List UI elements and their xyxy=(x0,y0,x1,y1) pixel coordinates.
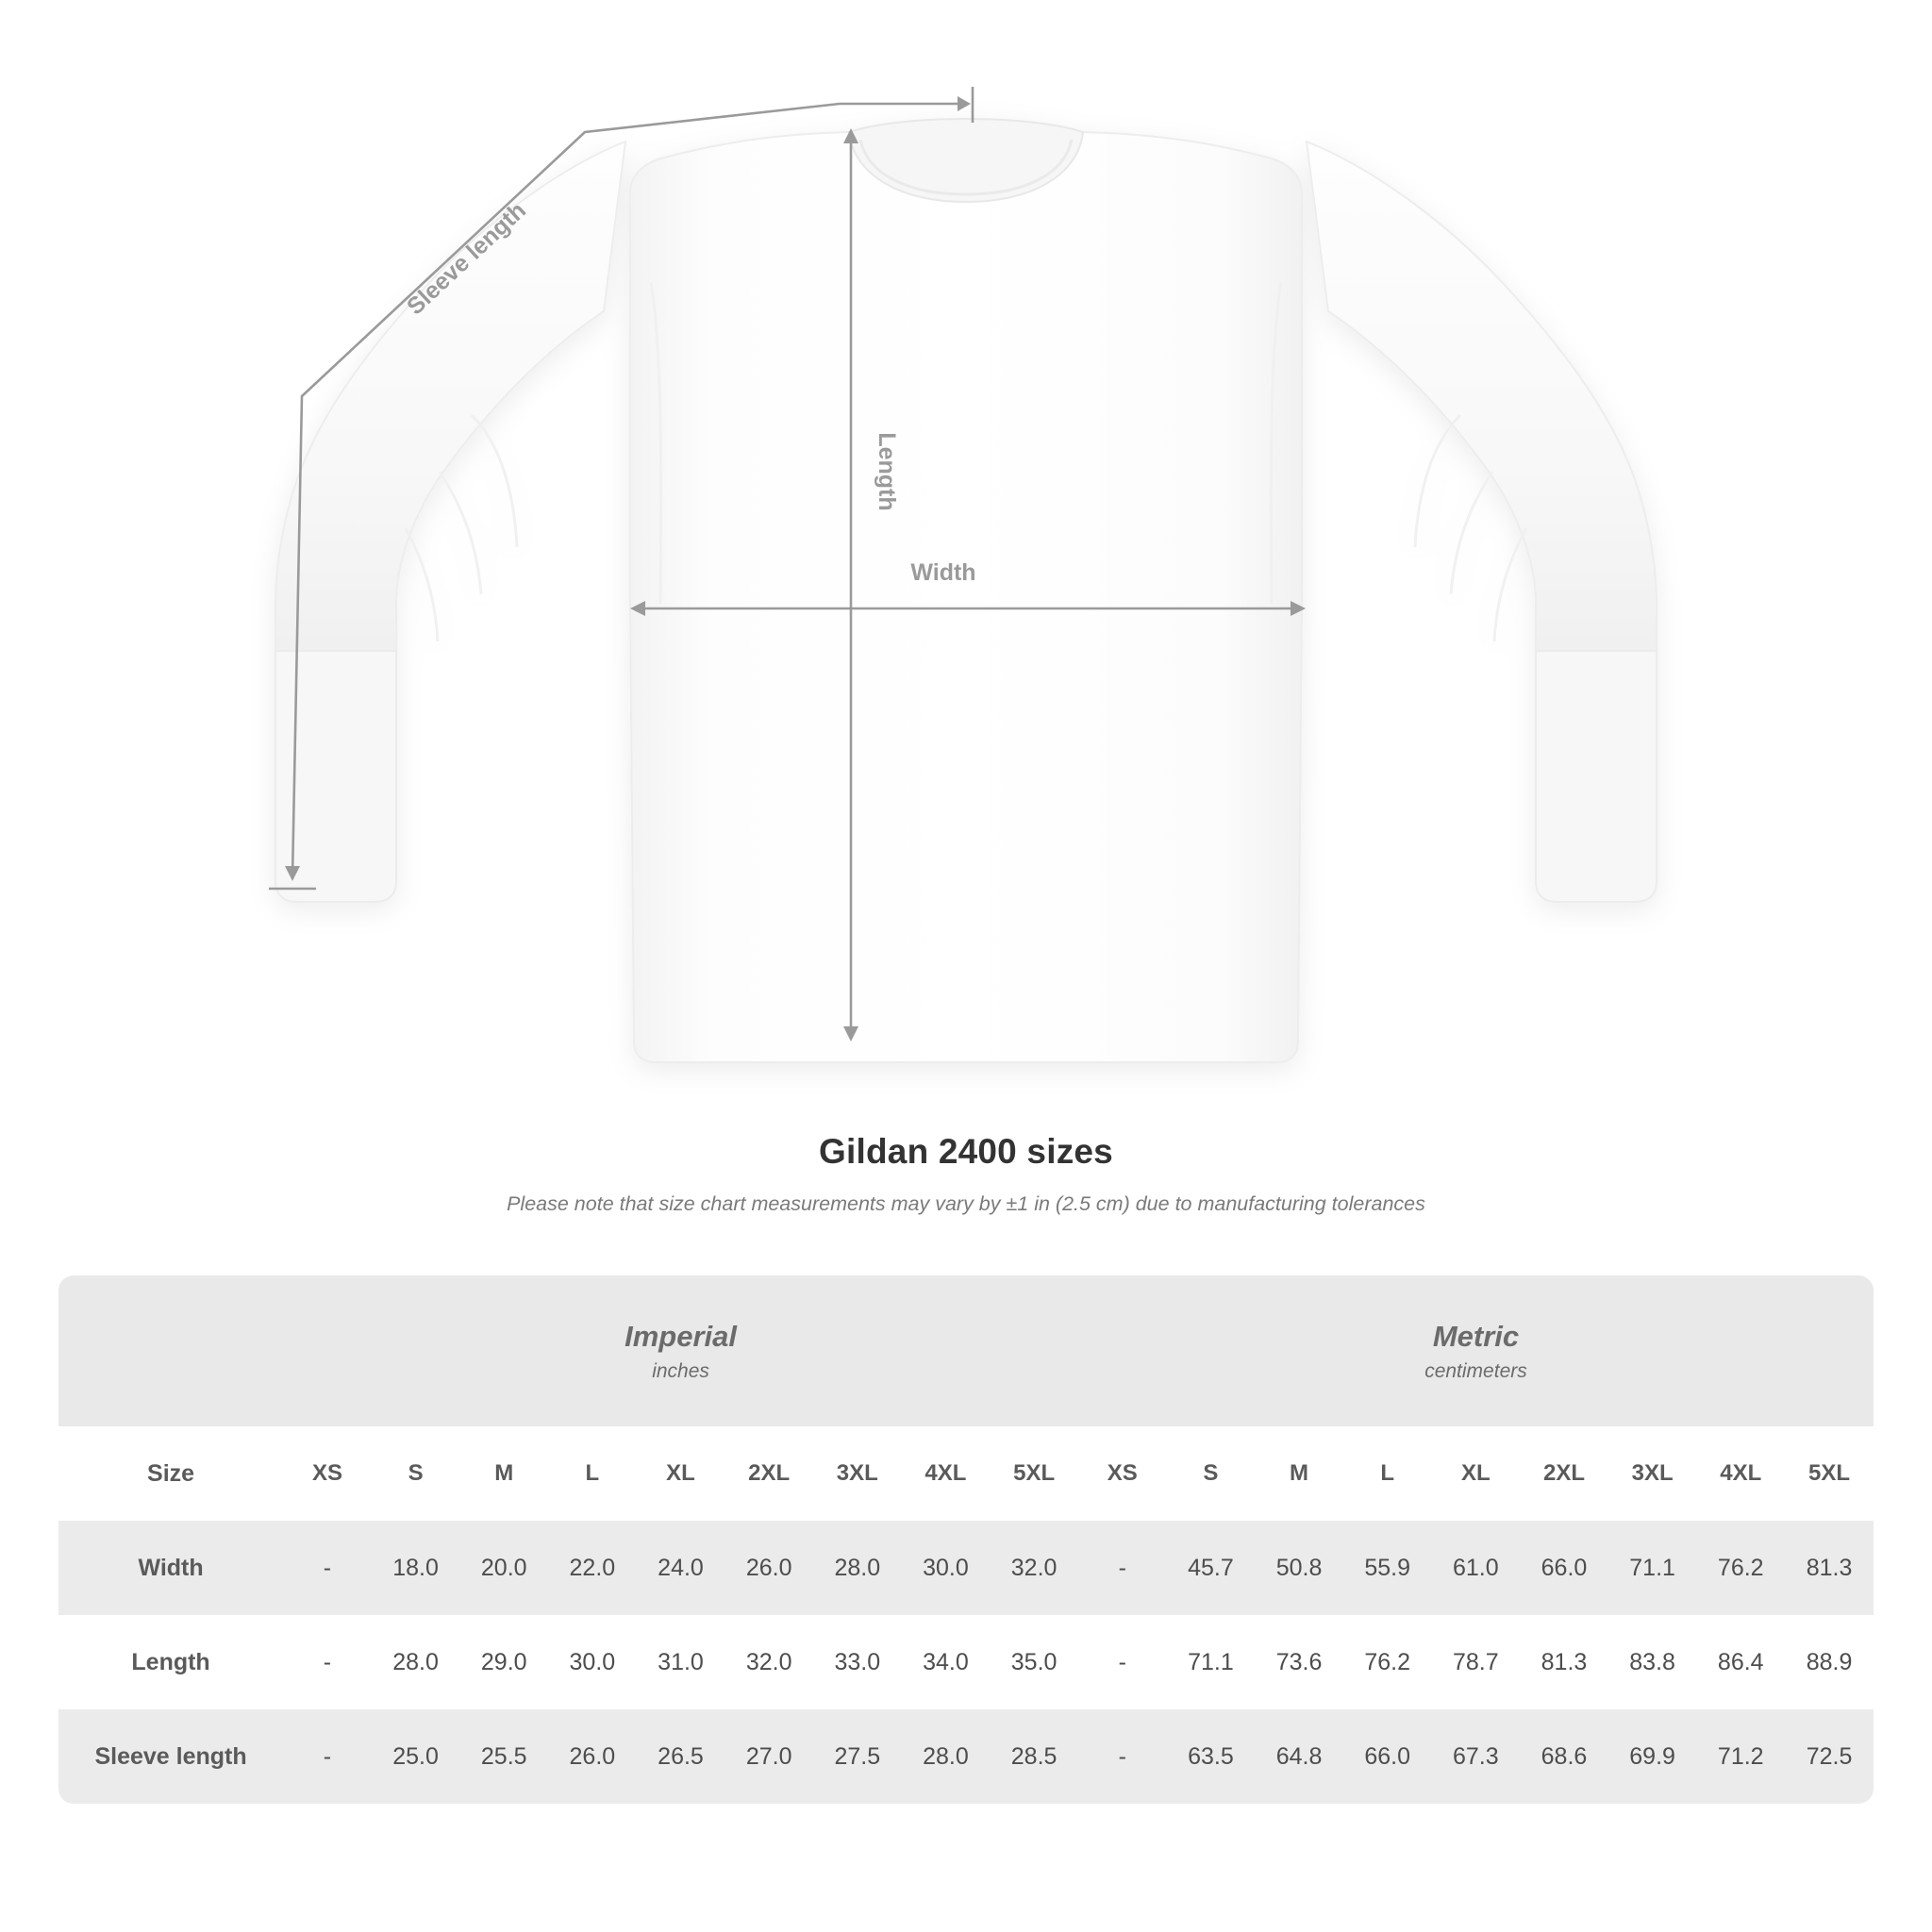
annotation-sleeve-length: Sleeve length xyxy=(402,196,532,321)
table-row xyxy=(58,1709,1874,1804)
cell-length-imperial-s: 28.0 xyxy=(372,1615,460,1709)
size-header-imperial-l: L xyxy=(548,1426,637,1521)
cell-width-metric-l: 55.9 xyxy=(1343,1521,1432,1615)
cell-sleeve-imperial-xl: 26.5 xyxy=(637,1709,725,1804)
cell-width-imperial-xs: - xyxy=(283,1521,372,1615)
cell-length-imperial-l: 30.0 xyxy=(548,1615,637,1709)
size-chart-table-wrap xyxy=(58,1275,1874,1804)
cell-sleeve-imperial-4xl: 28.0 xyxy=(902,1709,991,1804)
cell-length-imperial-5xl: 35.0 xyxy=(990,1615,1078,1709)
cell-width-imperial-3xl: 28.0 xyxy=(813,1521,902,1615)
cell-width-metric-4xl: 76.2 xyxy=(1696,1521,1785,1615)
cell-width-metric-xs: - xyxy=(1078,1521,1167,1615)
cell-sleeve-metric-xs: - xyxy=(1078,1709,1167,1804)
cell-length-metric-2xl: 81.3 xyxy=(1520,1615,1608,1709)
cell-length-metric-s: 71.1 xyxy=(1167,1615,1256,1709)
cell-length-metric-3xl: 83.8 xyxy=(1608,1615,1697,1709)
cell-length-metric-m: 73.6 xyxy=(1255,1615,1343,1709)
size-header-label: Size xyxy=(58,1426,283,1521)
cell-width-metric-5xl: 81.3 xyxy=(1785,1521,1874,1615)
cell-sleeve-imperial-m: 25.5 xyxy=(459,1709,548,1804)
row-label-sleeve-length: Sleeve length xyxy=(58,1709,283,1804)
unit-header-metric-sub: centimeters xyxy=(1424,1360,1527,1383)
cell-sleeve-metric-2xl: 68.6 xyxy=(1520,1709,1608,1804)
size-header-metric-4xl: 4XL xyxy=(1696,1426,1785,1521)
cell-sleeve-metric-m: 64.8 xyxy=(1255,1709,1343,1804)
cell-sleeve-imperial-2xl: 27.0 xyxy=(724,1709,813,1804)
row-label-width: Width xyxy=(58,1521,283,1615)
title-block xyxy=(0,1132,1932,1216)
cell-width-metric-xl: 61.0 xyxy=(1432,1521,1521,1615)
cell-sleeve-metric-4xl: 71.2 xyxy=(1696,1709,1785,1804)
size-header-metric-m: M xyxy=(1255,1426,1343,1521)
row-label-length: Length xyxy=(58,1615,283,1709)
page-subtitle: Please note that size chart measurements may vary by ±1 in (2.5 cm) due to manufacturing tolerances xyxy=(507,1192,1425,1215)
cell-length-metric-xl: 78.7 xyxy=(1432,1615,1521,1709)
cell-length-imperial-xs: - xyxy=(283,1615,372,1709)
page-title: Gildan 2400 sizes xyxy=(819,1132,1113,1171)
cell-width-imperial-s: 18.0 xyxy=(372,1521,460,1615)
table-row xyxy=(58,1615,1874,1709)
unit-header-row xyxy=(58,1275,1874,1426)
size-header-imperial-5xl: 5XL xyxy=(990,1426,1078,1521)
cell-width-imperial-xl: 24.0 xyxy=(637,1521,725,1615)
unit-header-spacer xyxy=(58,1275,283,1426)
cell-length-imperial-m: 29.0 xyxy=(459,1615,548,1709)
size-header-imperial-xs: XS xyxy=(283,1426,372,1521)
unit-header-metric xyxy=(1078,1275,1874,1426)
cell-width-metric-3xl: 71.1 xyxy=(1608,1521,1697,1615)
cell-width-imperial-m: 20.0 xyxy=(459,1521,548,1615)
cell-length-metric-5xl: 88.9 xyxy=(1785,1615,1874,1709)
cell-sleeve-metric-xl: 67.3 xyxy=(1432,1709,1521,1804)
cell-sleeve-imperial-xs: - xyxy=(283,1709,372,1804)
size-header-metric-s: S xyxy=(1167,1426,1256,1521)
cell-sleeve-metric-5xl: 72.5 xyxy=(1785,1709,1874,1804)
size-header-imperial-m: M xyxy=(459,1426,548,1521)
size-header-metric-xl: XL xyxy=(1432,1426,1521,1521)
cell-sleeve-imperial-l: 26.0 xyxy=(548,1709,637,1804)
cell-width-metric-m: 50.8 xyxy=(1255,1521,1343,1615)
table-row xyxy=(58,1521,1874,1615)
size-header-metric-3xl: 3XL xyxy=(1608,1426,1697,1521)
cell-sleeve-imperial-5xl: 28.5 xyxy=(990,1709,1078,1804)
size-header-imperial-3xl: 3XL xyxy=(813,1426,902,1521)
size-header-metric-2xl: 2XL xyxy=(1520,1426,1608,1521)
unit-header-imperial-name: Imperial xyxy=(625,1319,737,1353)
unit-header-imperial xyxy=(283,1275,1078,1426)
size-header-metric-5xl: 5XL xyxy=(1785,1426,1874,1521)
cell-width-imperial-4xl: 30.0 xyxy=(902,1521,991,1615)
cell-length-metric-4xl: 86.4 xyxy=(1696,1615,1785,1709)
size-header-imperial-xl: XL xyxy=(637,1426,725,1521)
cell-width-metric-s: 45.7 xyxy=(1167,1521,1256,1615)
annotation-width: Width xyxy=(910,559,976,586)
size-header-imperial-s: S xyxy=(372,1426,460,1521)
unit-header-imperial-sub: inches xyxy=(652,1360,709,1383)
cell-length-imperial-2xl: 32.0 xyxy=(724,1615,813,1709)
size-header-metric-xs: XS xyxy=(1078,1426,1167,1521)
cell-width-imperial-5xl: 32.0 xyxy=(990,1521,1078,1615)
annotation-length: Length xyxy=(874,432,900,511)
cell-sleeve-imperial-3xl: 27.5 xyxy=(813,1709,902,1804)
size-header-metric-l: L xyxy=(1343,1426,1432,1521)
cell-sleeve-metric-l: 66.0 xyxy=(1343,1709,1432,1804)
cell-width-imperial-l: 22.0 xyxy=(548,1521,637,1615)
size-header-imperial-2xl: 2XL xyxy=(724,1426,813,1521)
cell-sleeve-metric-s: 63.5 xyxy=(1167,1709,1256,1804)
cell-width-metric-2xl: 66.0 xyxy=(1520,1521,1608,1615)
cell-width-imperial-2xl: 26.0 xyxy=(724,1521,813,1615)
cell-length-metric-l: 76.2 xyxy=(1343,1615,1432,1709)
cell-length-metric-xs: - xyxy=(1078,1615,1167,1709)
cell-sleeve-imperial-s: 25.0 xyxy=(372,1709,460,1804)
size-header-imperial-4xl: 4XL xyxy=(902,1426,991,1521)
cell-length-imperial-xl: 31.0 xyxy=(637,1615,725,1709)
unit-header-metric-name: Metric xyxy=(1432,1319,1520,1353)
cell-length-imperial-4xl: 34.0 xyxy=(902,1615,991,1709)
cell-length-imperial-3xl: 33.0 xyxy=(813,1615,902,1709)
size-chart-table xyxy=(58,1275,1874,1804)
size-header-row xyxy=(58,1426,1874,1521)
cell-sleeve-metric-3xl: 69.9 xyxy=(1608,1709,1697,1804)
